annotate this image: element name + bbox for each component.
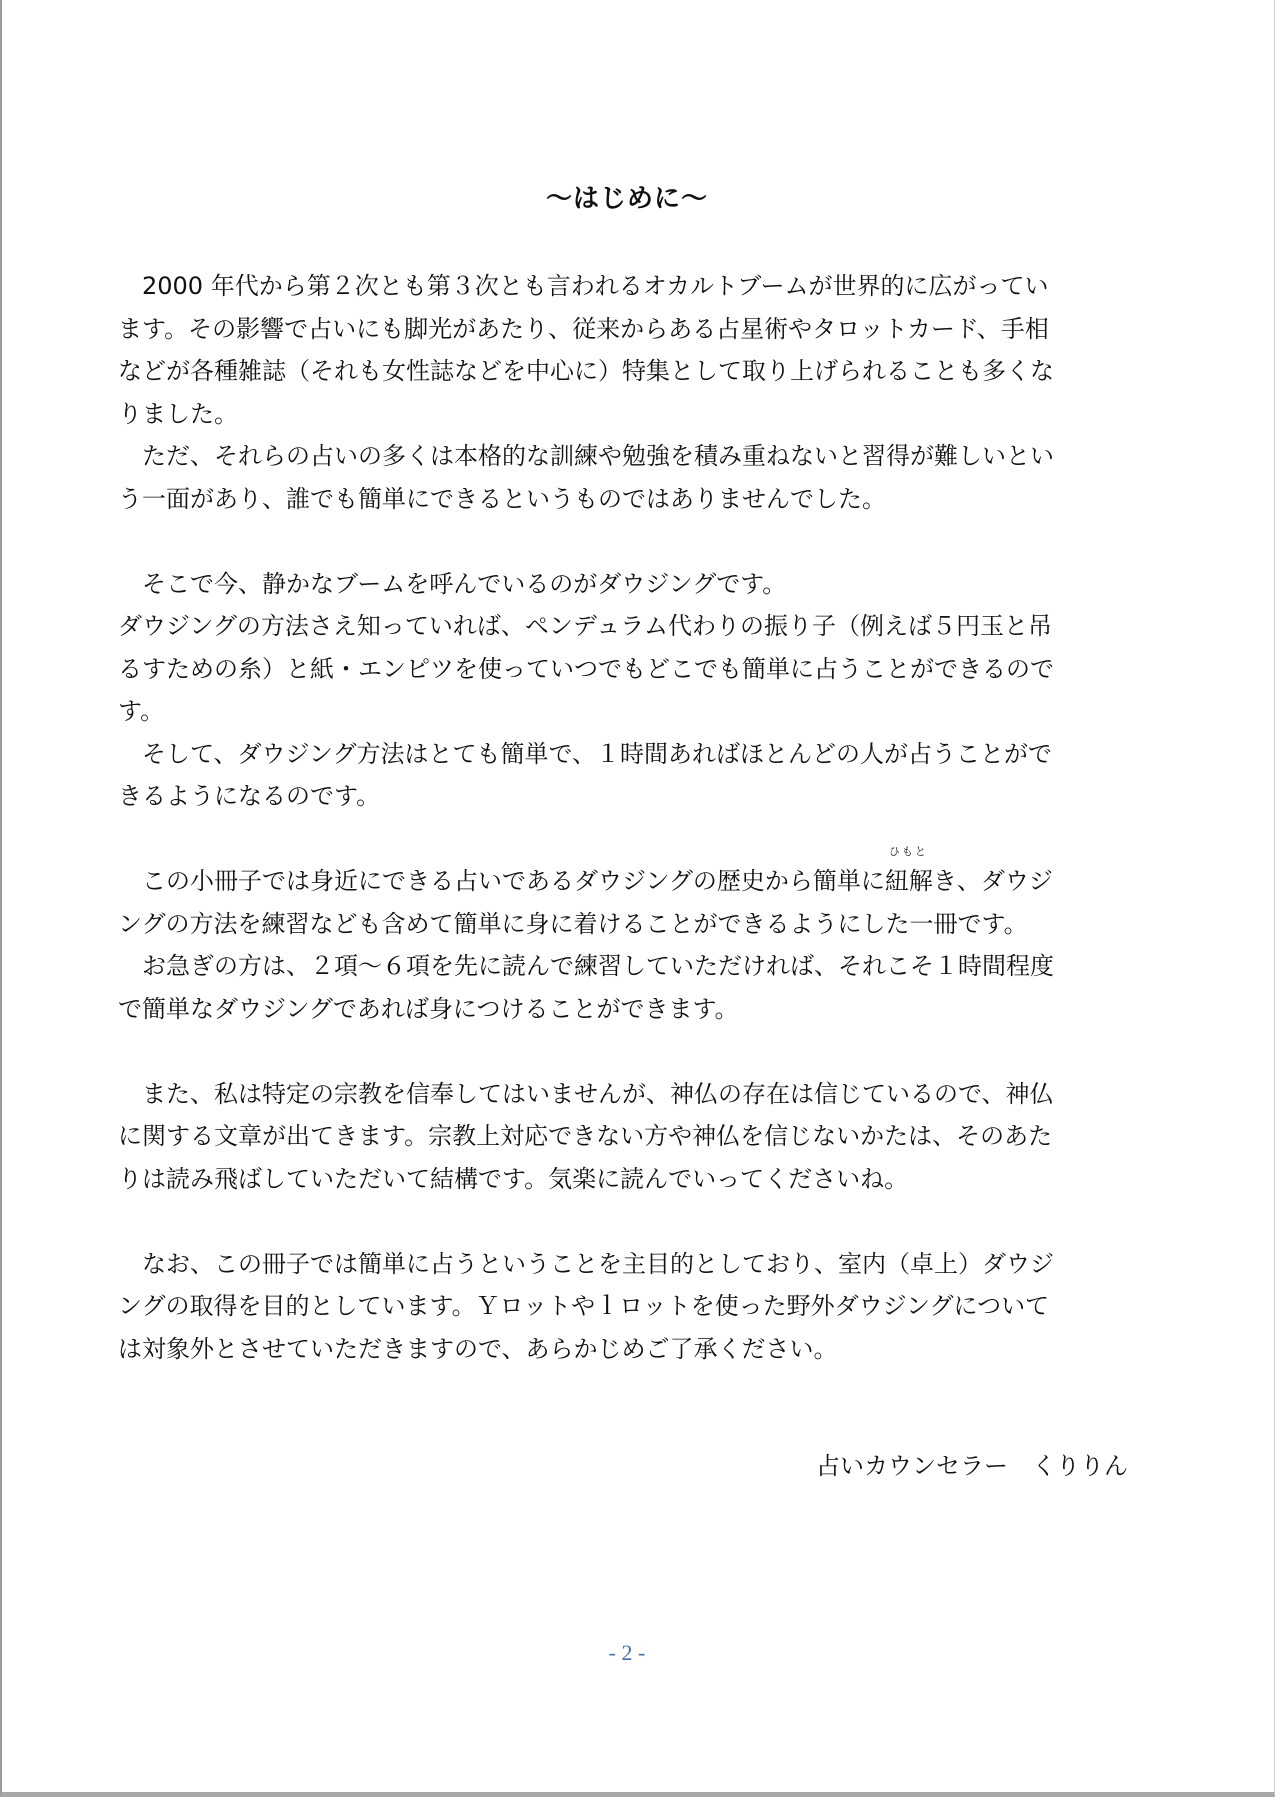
text-line-with-ruby [118, 845, 1134, 903]
ruby-word [884, 845, 957, 903]
text-line: 2000 年代から第２次とも第３次とも言われるオカルトブームが世界的に広がってい [118, 272, 1049, 300]
blank-line [118, 520, 1134, 563]
text-line: りました。 [118, 399, 238, 428]
text-line: などが各種雑誌（それも女性誌などを中心に）特集として取り上げられることも多くな [118, 357, 1054, 385]
text-line: す。 [118, 697, 165, 725]
text-line: ングの方法を練習なども含めて簡単に身に着けることができるようにした一冊です。 [118, 909, 1028, 938]
ruby-line-after: 、ダウジ [956, 867, 1053, 895]
page-number: - 2 - [608, 1640, 646, 1665]
text-line: りは読み飛ばしていただいて結構です。気楽に読んでいってくださいね。 [118, 1164, 909, 1193]
text-line: そこで今、静かなブームを呼んでいるのがダウジングです。 [118, 569, 787, 598]
text-line: るすための糸）と紙・エンピツを使っていつでもどこでも簡単に占うことができるので [118, 654, 1054, 683]
text-line: ただ、それらの占いの多くは本格的な訓練や勉強を積み重ねないと習得が難しいとい [118, 442, 1054, 470]
text-line: そして、ダウジング方法はとても簡単で、１時間あればほとんどの人が占うことがで [118, 739, 1052, 768]
text-line: お急ぎの方は、２項～６項を先に読んで練習していただければ、それこそ１時間程度 [118, 952, 1054, 980]
text-line: ングの取得を目的としています。Ｙロットやｌロットを使った野外ダウジングについて [118, 1292, 1050, 1320]
text-line: に関する文章が出てきます。宗教上対応できない方や神仏を信じないかたは、そのあた [118, 1122, 1053, 1150]
body-text [118, 265, 1134, 1370]
page-heading: ～はじめに～ [545, 184, 708, 214]
blank-line [118, 1200, 1134, 1243]
blank-line [118, 1030, 1134, 1073]
author-signature: 占いカウンセラー くりりん [816, 1452, 1128, 1480]
ruby-reading: ひもと [888, 845, 928, 858]
text-line: きるようになるのです。 [118, 782, 381, 810]
text-line: なお、この冊子では簡単に占うということを主目的としており、室内（卓上）ダウジ [118, 1249, 1054, 1278]
text-line: で簡単なダウジングであれば身につけることができます。 [118, 994, 739, 1023]
ruby-line-before: この小冊子では身近にできる占いであるダウジングの歴史から簡単に [118, 867, 885, 895]
blank-line [118, 818, 1134, 861]
text-line: は対象外とさせていただきますので、あらかじめご了承ください。 [118, 1334, 838, 1363]
text-line: う一面があり、誰でも簡単にできるというものではありませんでした。 [118, 484, 886, 513]
text-line: ます。その影響で占いにも脚光があたり、従来からある占星術やタロットカード、手相 [118, 314, 1049, 343]
text-line: また、私は特定の宗教を信奉してはいませんが、神仏の存在は信じているので、神仏 [118, 1079, 1054, 1108]
ruby-base: 紐解き [884, 867, 957, 895]
text-line: ダウジングの方法さえ知っていれば、ペンデュラム代わりの振り子（例えば５円玉と吊 [118, 612, 1052, 640]
